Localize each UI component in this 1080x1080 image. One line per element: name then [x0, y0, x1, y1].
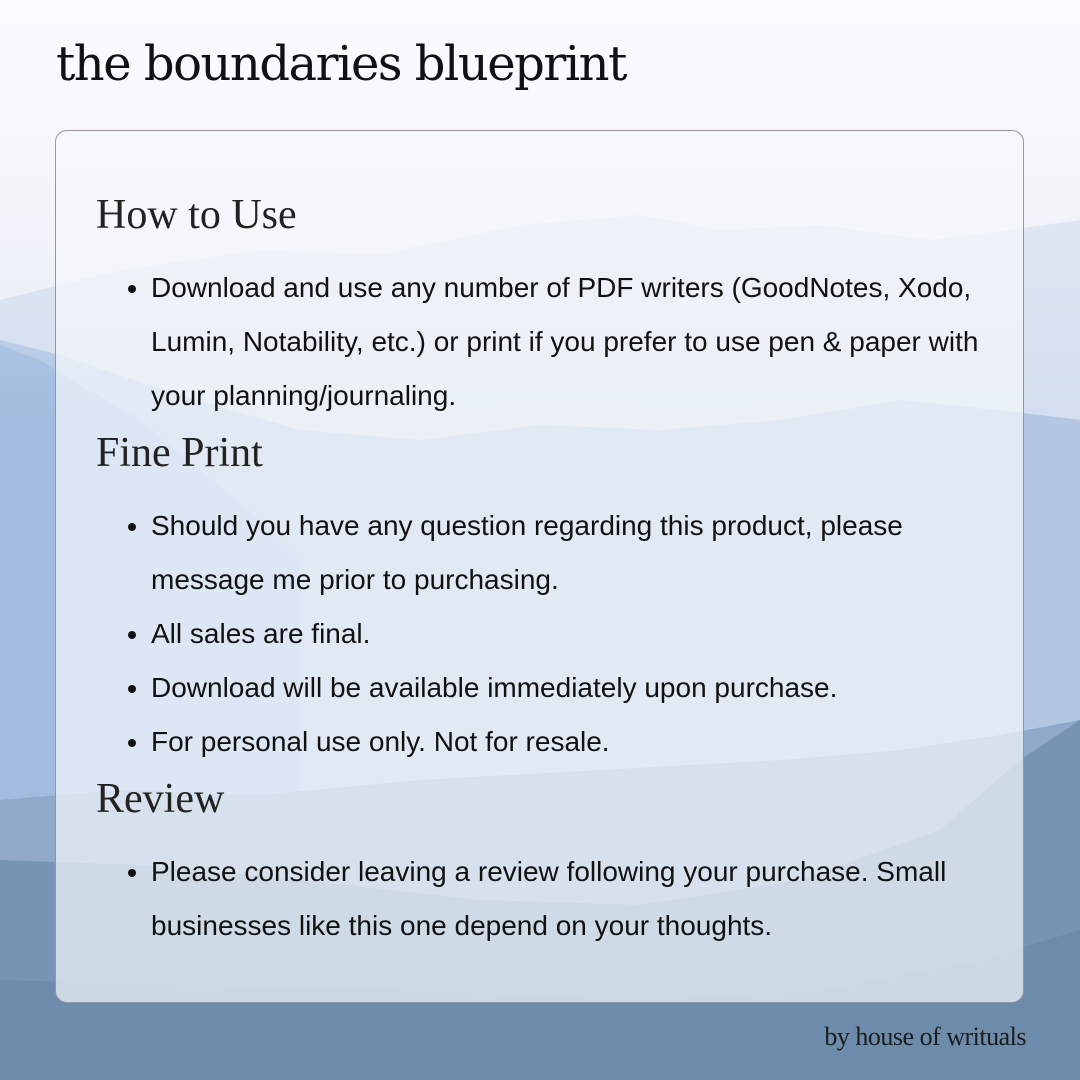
list-review	[96, 845, 983, 953]
list-fine-print	[96, 499, 983, 769]
list-how-to-use	[96, 261, 983, 423]
page-title: the boundaries blueprint	[56, 36, 626, 92]
heading-how-to-use: How to Use	[96, 192, 297, 238]
list-item: • All sales are final.	[151, 607, 983, 661]
info-card	[55, 130, 1024, 1003]
heading-review: Review	[96, 776, 225, 822]
footer-credit: by house of writuals	[824, 1022, 1026, 1051]
list-item: • Please consider leaving a review following your purchase. Small businesses like this one depend on your thoughts.	[151, 845, 983, 953]
heading-fine-print: Fine Print	[96, 430, 263, 476]
list-item: • Should you have any question regarding this product, please message me prior to purchasing.	[151, 499, 983, 607]
list-item: • Download and use any number of PDF writers (GoodNotes, Xodo, Lumin, Notability, etc.) or print if you prefer to use pen & paper with your planning/journaling.	[151, 261, 983, 423]
list-item: • Download will be available immediately upon purchase.	[151, 661, 983, 715]
list-item: • For personal use only. Not for resale.	[151, 715, 983, 769]
